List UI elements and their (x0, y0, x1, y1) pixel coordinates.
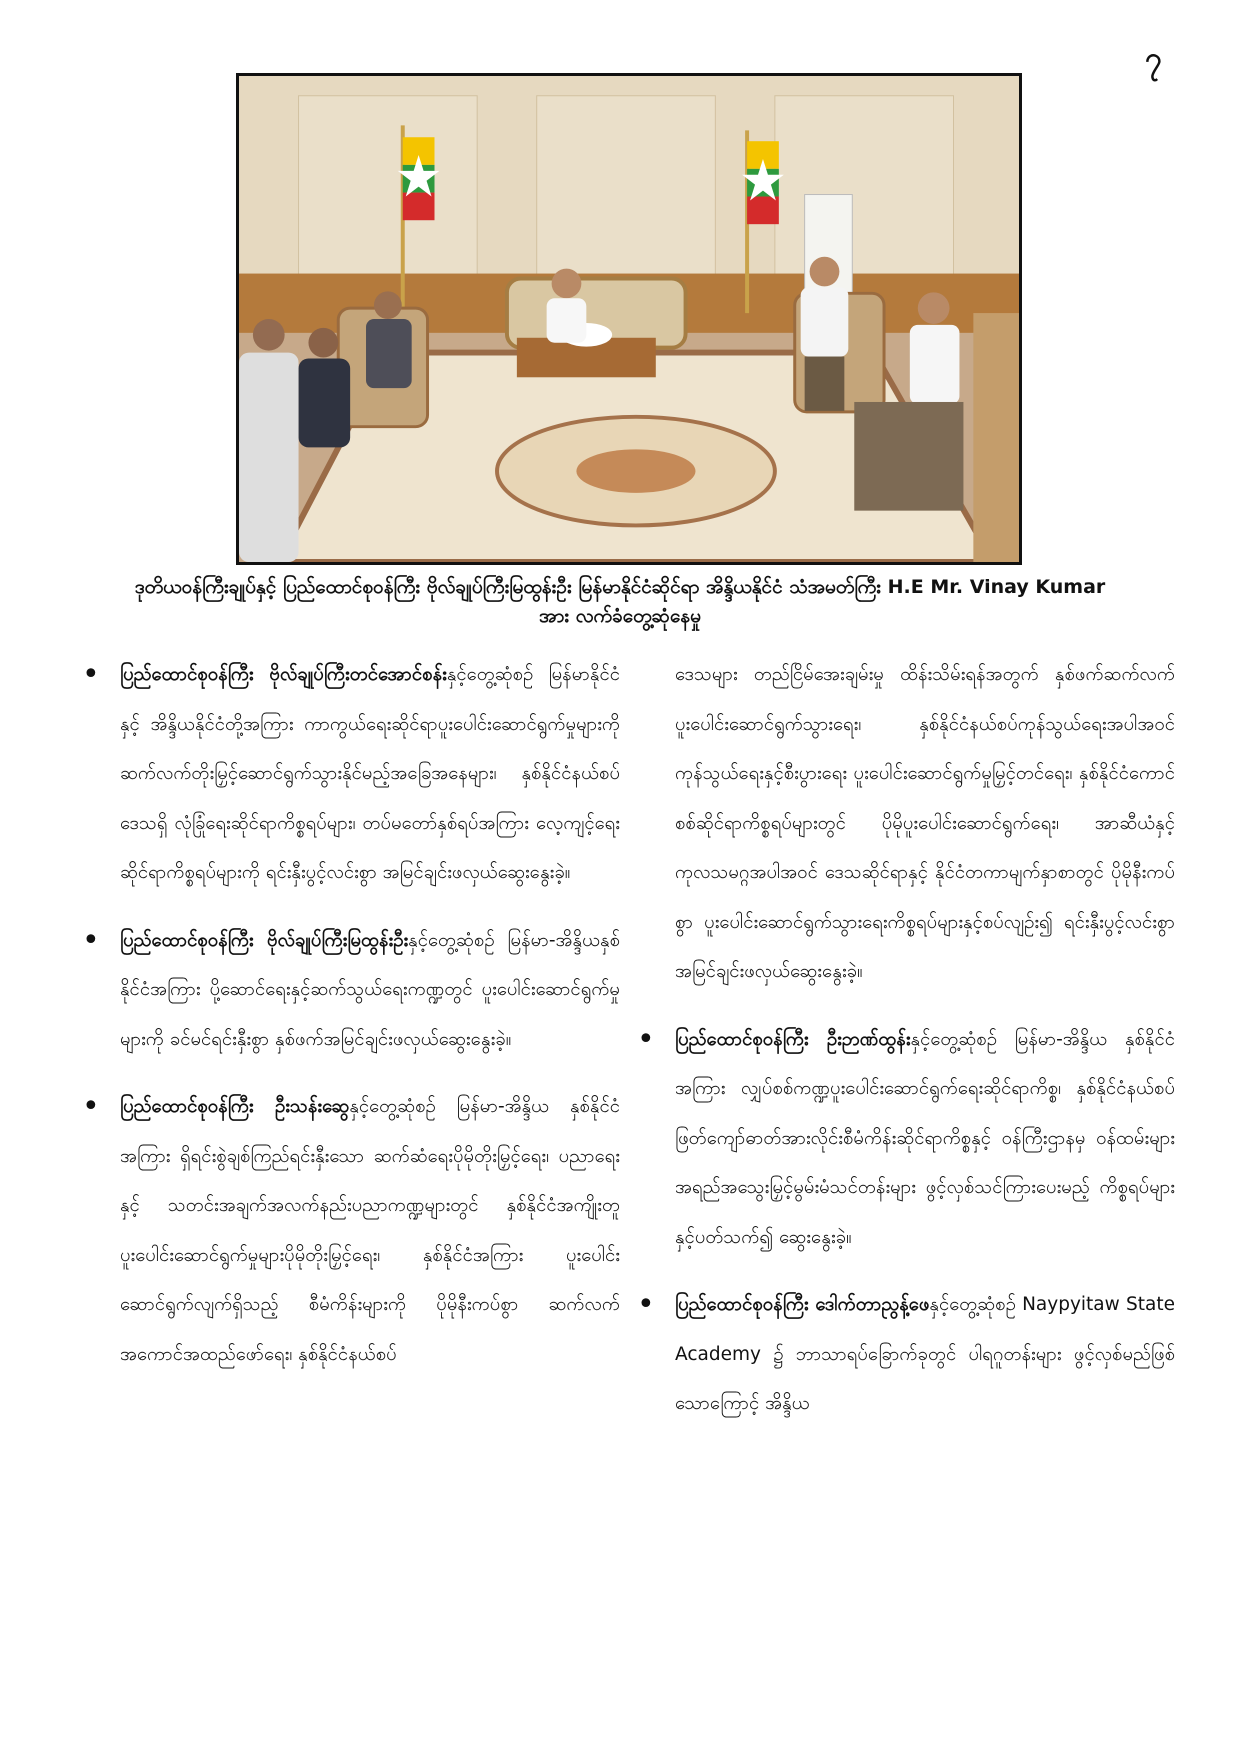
bullet-text: နှင့်တွေ့ဆုံစဉ် မြန်မာနိုင်ငံနှင့် အိန္ဒိယနိုင်ငံတို့အကြား ကာကွယ်ရေးဆိုင်ရာပူးပေါင်းဆောင်ရွက်မှုများကို ဆက်လက်တိုးမြှင့်ဆောင်ရွက်သွားနိုင်မည့်အခြေအနေများ၊ နှစ်နိုင်ငံနယ်စပ်ဒေသရှိ လုံခြုံရေးဆိုင်ရာကိစ္စရပ်များ၊ တပ်မတော်နှစ်ရပ်အကြား လေ့ကျင့်ရေးဆိုင်ရာကိစ္စရပ်များကို ရင်းနှီးပွင့်လင်းစွာ အမြင်ချင်းဖလှယ်ဆွေးနွေးခဲ့။ (120, 664, 620, 883)
bullet-item (80, 916, 620, 1065)
caption-line-1: ဒုတိယဝန်ကြီးချုပ်နှင့် ပြည်ထောင်စုဝန်ကြီး ဗိုလ်ချုပ်ကြီးမြထွန်းဦး မြန်မာနိုင်ငံဆိုင်ရာ အိန္ဒိယနိုင်ငံ သံအမတ်ကြီး H.E Mr. Vinay Kumar (134, 576, 1106, 598)
bullet-icon: • (82, 657, 100, 692)
bullet-lead: ပြည်ထောင်စုဝန်ကြီး ဗိုလ်ချုပ်ကြီးမြထွန်းဦး (120, 929, 409, 951)
bullet-icon: • (82, 1089, 100, 1124)
bullet-item (80, 650, 620, 898)
bullet-lead: ပြည်ထောင်စုဝန်ကြီး ဦးဉာဏ်ထွန်း (675, 1028, 911, 1050)
bullet-text: နှင့်တွေ့ဆုံစဉ် Naypyitaw State Academy ၌ ဘာသာရပ်ခြောက်ခုတွင် ပါရဂူတန်းများ ဖွင့်လှစ်မည်ဖြစ်သောကြောင့် အိန္ဒိယ (675, 1294, 1175, 1414)
bullet-item (635, 1280, 1175, 1429)
bullet-text: နှင့်တွေ့ဆုံစဉ် မြန်မာ-အိန္ဒိယနှစ်နိုင်ငံအကြား ပို့ဆောင်ရေးနှင့်ဆက်သွယ်ရေးကဏ္ဍတွင် ပူးပေါင်းဆောင်ရွက်မှုများကို ခင်မင်ရင်းနှီးစွာ နှစ်ဖက်အမြင်ချင်းဖလှယ်ဆွေးနွေးခဲ့။ (120, 929, 620, 1050)
photo-caption (80, 573, 1160, 631)
page-number: ၇ (1145, 41, 1162, 76)
bullet-lead: ပြည်ထောင်စုဝန်ကြီး ဦးသန်းဆွေ (120, 1096, 350, 1117)
bullet-item (635, 1015, 1175, 1263)
bullet-text: နှင့်တွေ့ဆုံစဉ် မြန်မာ-အိန္ဒိယ နှစ်နိုင်ငံအကြား ရှိရင်းစွဲချစ်ကြည်ရင်းနှီးသော ဆက်ဆံရေးပိုမိုတိုးမြှင့်ရေး၊ ပညာရေးနှင့် သတင်းအချက်အလက်နည်းပညာကဏ္ဍများတွင် နှစ်နိုင်ငံအကျိုးတူ ပူးပေါင်းဆောင်ရွက်မှုများပိုမိုတိုးမြှင့်ရေး၊ နှစ်နိုင်ငံအကြား ပူးပေါင်းဆောင်ရွက်လျက်ရှိသည့် စီမံကိန်းများကို ပိုမိုနီးကပ်စွာ ဆက်လက်အကောင်အထည်ဖော်ရေး၊ နှစ်နိုင်ငံနယ်စပ် (120, 1096, 620, 1365)
right-column (635, 650, 1175, 1447)
caption-line-2: အား လက်ခံတွေ့ဆုံနေမှု (539, 605, 701, 627)
bullet-lead: ပြည်ထောင်စုဝန်ကြီး ဗိုလ်ချုပ်ကြီးတင်အောင်စန်း (120, 664, 447, 685)
bullet-lead: ပြည်ထောင်စုဝန်ကြီး ဒေါက်တာညွန့်ဖေ (675, 1294, 930, 1315)
bullet-icon: • (637, 1021, 655, 1057)
bullet-item (80, 1082, 620, 1379)
meeting-room-illustration (239, 76, 1019, 562)
continuation-paragraph: ဒေသများ တည်ငြိမ်အေးချမ်းမှု ထိန်းသိမ်းရန်အတွက် နှစ်ဖက်ဆက်လက်ပူးပေါင်းဆောင်ရွက်သွားရေး၊ နှစ်နိုင်ငံနယ်စပ်ကုန်သွယ်ရေးအပါအဝင် ကုန်သွယ်ရေးနှင့်စီးပွားရေး ပူးပေါင်းဆောင်ရွက်မှုမြှင့်တင်ရေး၊ နှစ်နိုင်ငံကောင်စစ်ဆိုင်ရာကိစ္စရပ်များတွင် ပိုမိုပူးပေါင်းဆောင်ရွက်ရေး၊ အာဆီယံနှင့်ကုလသမဂ္ဂအပါအဝင် ဒေသဆိုင်ရာနှင့် နိုင်ငံတကာမျက်နှာစာတွင် ပိုမိုနီးကပ်စွာ ပူးပေါင်းဆောင်ရွက်သွားရေးကိစ္စရပ်များနှင့်စပ်လျဉ်း၍ ရင်းနှီးပွင့်လင်းစွာ အမြင်ချင်းဖလှယ်ဆွေးနွေးခဲ့။ (675, 664, 1175, 982)
bullet-icon: • (637, 1287, 655, 1322)
left-column (80, 650, 620, 1397)
meeting-photo (236, 73, 1022, 565)
bullet-text: နှင့်တွေ့ဆုံစဉ် မြန်မာ-အိန္ဒိယ နှစ်နိုင်ငံအကြား လျှပ်စစ်ကဏ္ဍပူးပေါင်းဆောင်ရွက်ရေးဆိုင်ရာကိစ္စ၊ နှစ်နိုင်ငံနယ်စပ်ဖြတ်ကျော်ဓာတ်အားလိုင်းစီမံကိန်းဆိုင်ရာကိစ္စနှင့် ဝန်ကြီးဌာနမှ ဝန်ထမ်းများ အရည်အသွေးမြှင့်မွမ်းမံသင်တန်းများ ဖွင့်လှစ်သင်ကြားပေးမည့် ကိစ္စရပ်များနှင့်ပတ်သက်၍ ဆွေးနွေးခဲ့။ (675, 1028, 1175, 1248)
bullet-icon: • (82, 922, 100, 958)
